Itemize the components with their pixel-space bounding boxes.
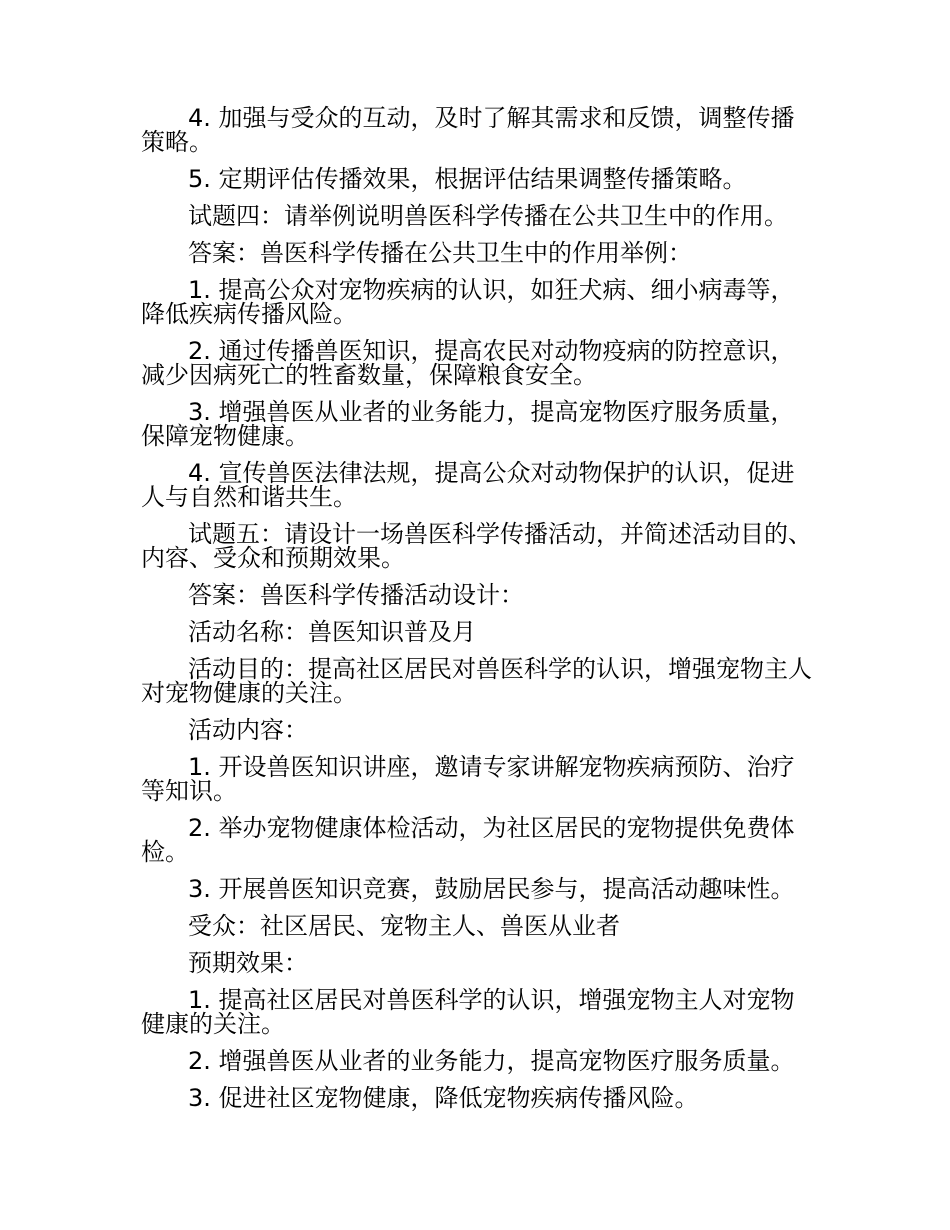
paragraph: 4. 宣传兽医法律法规，提高公众对动物保护的认识，促进人与自然和谐共生。 [141, 459, 795, 511]
paragraph: 1. 提高公众对宠物疾病的认识，如狂犬病、细小病毒等，降低疾病传播风险。 [141, 276, 795, 328]
paragraph: 2. 举办宠物健康体检活动，为社区居民的宠物提供免费体检。 [141, 814, 795, 866]
answer-heading: 答案：兽医科学传播在公共卫生中的作用举例： [188, 239, 692, 267]
paragraph: 3. 开展兽医知识竞赛，鼓励居民参与，提高活动趣味性。 [188, 875, 795, 903]
paragraph: 1. 开设兽医知识讲座，邀请专家讲解宠物疾病预防、治疗等知识。 [141, 753, 795, 805]
paragraph: 活动内容： [188, 716, 308, 744]
paragraph: 5. 定期评估传播效果，根据评估结果调整传播策略。 [188, 165, 747, 193]
paragraph: 1. 提高社区居民对兽医科学的认识，增强宠物主人对宠物健康的关注。 [141, 986, 795, 1038]
question-heading: 试题五：请设计一场兽医科学传播活动，并简述活动目的、内容、受众和预期效果。 [141, 520, 812, 572]
paragraph: 2. 通过传播兽医知识，提高农民对动物疫病的防控意识，减少因病死亡的牲畜数量，保障粮食安全。 [141, 337, 795, 389]
paragraph: 预期效果： [188, 949, 308, 977]
paragraph: 3. 促进社区宠物健康，降低宠物疾病传播风险。 [188, 1084, 699, 1112]
document-body [141, 106, 816, 1123]
paragraph: 3. 增强兽医从业者的业务能力，提高宠物医疗服务质量，保障宠物健康。 [141, 398, 795, 450]
paragraph: 2. 增强兽医从业者的业务能力，提高宠物医疗服务质量。 [188, 1047, 795, 1075]
paragraph: 受众：社区居民、宠物主人、兽医从业者 [188, 912, 620, 940]
question-heading: 试题四：请举例说明兽医科学传播在公共卫生中的作用。 [188, 202, 788, 230]
paragraph: 活动目的：提高社区居民对兽医科学的认识，增强宠物主人对宠物健康的关注。 [141, 655, 812, 707]
paragraph: 活动名称：兽医知识普及月 [188, 618, 476, 646]
paragraph: 4. 加强与受众的互动，及时了解其需求和反馈，调整传播策略。 [141, 104, 795, 156]
answer-heading: 答案：兽医科学传播活动设计： [188, 581, 524, 609]
